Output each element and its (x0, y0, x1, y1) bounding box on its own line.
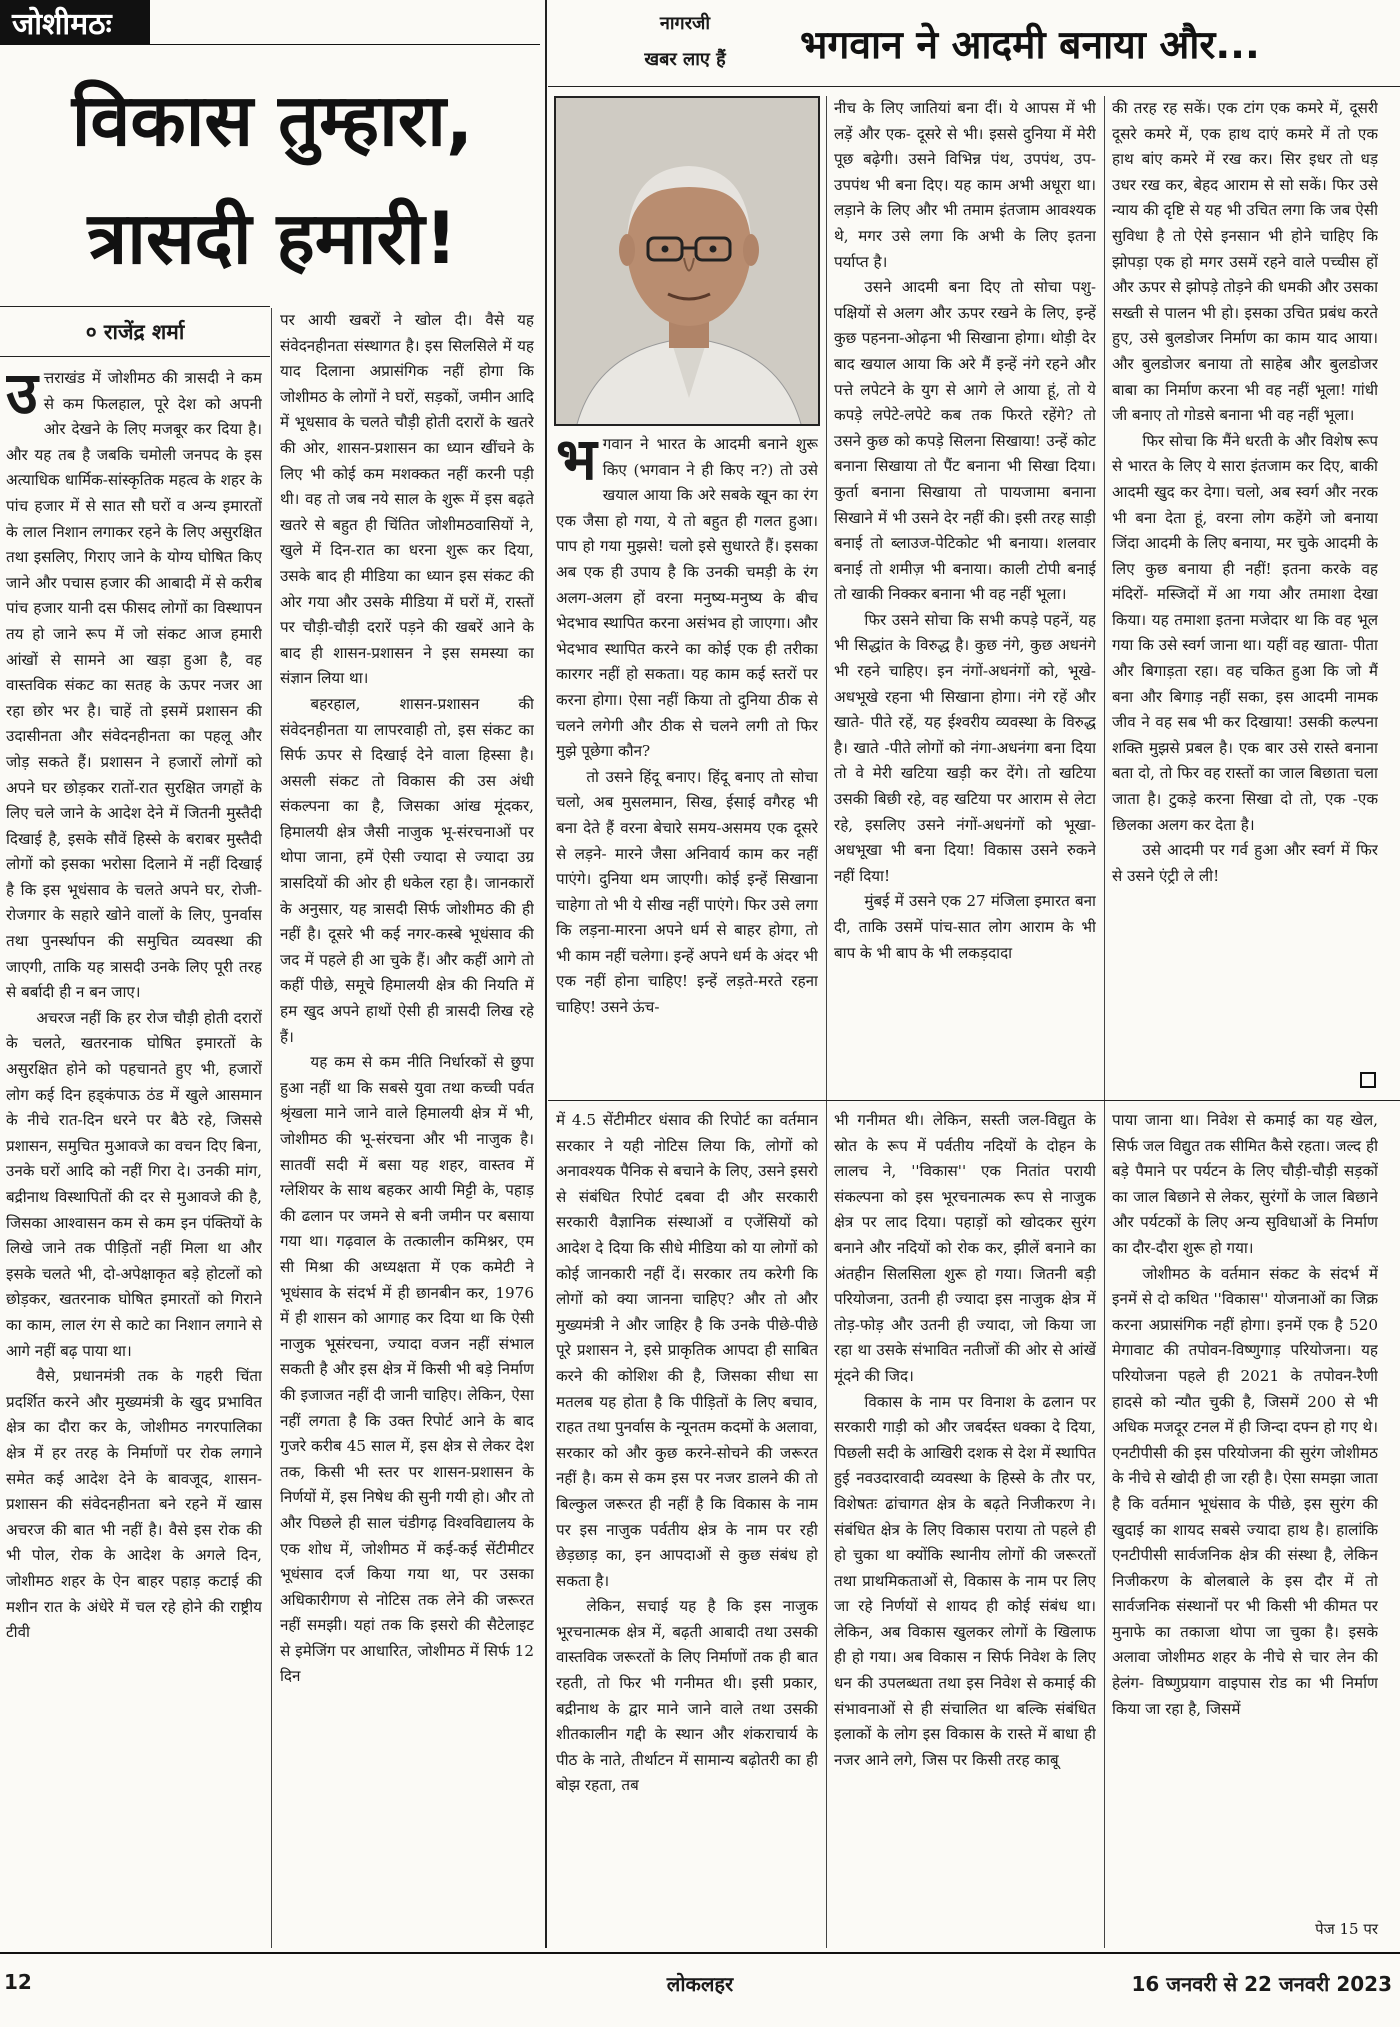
right-col3-bottom-para-2: जोशीमठ के वर्तमान संकट के संदर्भ में इनमें से दो कथित ''विकास'' योजनाओं का जिक्र करना अप्रासंगिक नहीं होगा। इनमें एक है 520 मेगावाट की तपोवन-विष्णुगाड़ परियोजना। यह परियोजना पहले ही 2021 के तपोवन-रैणी हादसे को न्यौत चुकी है, जिसमें 200 से भी अधिक मजदूर टनल में ही जिन्दा दफ्न हो गए थे। एनटीपीसी की इस परियोजना की सुरंग जोशीमठ के नीचे से खोदी ही जा रही है। ऐसा समझा जाता है कि वर्तमान भूधंसाव के पीछे, इस सुरंग की खुदाई का शायद सबसे ज्यादा हाथ है। हालांकि एनटीपीसी सार्वजनिक क्षेत्र की संस्था है, लेकिन निजीकरण के बोलबाले के इस दौर में तो सार्वजनिक संस्थानों पर भी किसी भी कीमत पर मुनाफे का तकाजा थोपा जा चुका है। इसके अलावा जोशीमठ शहर के नीचे से चार लेन की हेलंग- विष्णुप्रयाग वाइपास रोड का भी निर्माण किया जा रहा है, जिसमें (1112, 1264, 1378, 1718)
right-kicker-line1: नागरजी (659, 13, 711, 34)
article-divider (545, 0, 547, 1948)
right-divider-2 (1104, 96, 1105, 1948)
left-col1-para-3: वैसे, प्रधानमंत्री तक के गहरी चिंता प्रदर्शित करने और मुख्यमंत्री के खुद प्रभावित क्षेत्र का दौरा कर के, जोशीमठ नगरपालिका क्षेत्र में हर तरह के निर्माणों पर रोक लगाने समेत कई आदेश देने के बावजूद, शासन-प्रशासन की संवेदनहीनता बने रहने में खास अचरज की बात भी नहीं है। वैसे इस रोक की भी पोल, रोक के आदेश के अगले दिन, जोशीमठ शहर के ऐन बाहर पहाड़ कटाई की मशीन रात के अंधेरे में चल रहे होने की राष्ट्रीय टीवी (6, 1367, 262, 1642)
right-headline: भगवान ने आदमी बनाया और... (800, 23, 1260, 68)
continued-note: पेज 15 पर (1315, 1920, 1378, 1938)
left-col1-para-2: अचरज नहीं कि हर रोज चौड़ी होती दरारों के चलते, खतरनाक घोषित इमारतों के असुरक्षित होने को पहचानते हुए भी, हजारों लोग कई दिन हड्कंपाऊ ठंड में खुले आसमान के नीचे रात-दिन धरने पर बैठे रहे, जिससे प्रशासन, समुचित मुआवजे का वचन दिए बिना, उनके घरों आदि को नहीं गिरा दे। उनकी मांग, बद्रीनाथ विस्थापितों की दर से मुआवजे की है, जिसका आश्वासन कम से कम इन पंक्तियों के लिखे जाने तक पीड़ितों नहीं मिला था और इसके चलते भी, दो-अपेक्षाकृत बड़े होटलों को छोड़कर, खतरनाक घोषित इमारतों को गिराने का काम, लाल रंग से काटे का निशान लगाने से आगे नहीं बढ़ पाया था। (6, 1008, 262, 1360)
right-header-rule (548, 86, 1400, 87)
story-end-mark (1360, 1072, 1376, 1088)
left-byline: ० राजेंद्र शर्मा (85, 320, 185, 344)
author-portrait-icon (556, 98, 820, 426)
right-col2-bottom-para-2: विकास के नाम पर विनाश के ढलान पर सरकारी गाड़ी को और जबर्दस्त धक्का दे दिया, पिछली सदी के आखिरी दशक से देश में स्थापित हुई नवउदारवादी व्यवस्था के हिस्से के तौर पर, विशेषतः ढांचागत क्षेत्र के बढ़ते निजीकरण ने। संबंधित क्षेत्र के लिए विकास पराया तो पहले ही हो चुका था क्योंकि स्थानीय लोगों की जरूरतों तथा प्राथमिकताओं से, विकास के नाम पर लिए जा रहे निर्णयों से शायद ही कोई संबंध था। लेकिन, अब विकास खुलकर लोगों के खिलाफ ही हो गया। अब विकास न सिर्फ निवेश के लिए धन की उपलब्धता तथा इस निवेश से कमाई की संभावनाओं से ही संचालित था बल्कि संबंधित इलाकों के लोग इस विकास के रास्ते में बाधा ही नजर आने लगे, जिस पर किसी तरह काबू (834, 1392, 1096, 1769)
left-col1-para-1: त्तराखंड में जोशीमठ की त्रासदी ने कम से कम फिलहाल, पूरे देश को अपनी ओर देखने के लिए मजबूर कर दिया है। और यह तब है जबकि चमोली जनपद के इस अत्याधिक धार्मिक-सांस्कृतिक महत्व के शहर के पांच हजार में से सात सौ घरों व अन्य इमारतों के लाल निशान लगाकर रहने के लिए असुरक्षित तथा इसलिए, गिराए जाने के योग्य घोषित किए जाने और पचास हजार की आबादी में से करीब पांच हजार यानी दस फीसद लोगों का विस्थापन तय हो जाने रूप में जो संकट आज हमारी आंखों से सामने आ खड़ा हुआ है, वह वास्तविक संकट का सतह के ऊपर नजर आ रहा छोर भर है। चाहें तो इसमें प्रशासन की उदासीनता और संवेदनहीनता का पहलू और जोड़ सकते हैं। प्रशासन ने हजारों लोगों को अपने घर छोड़कर रातों-रात सुरक्षित जगहों के लिए चले जाने के आदेश देने में जितनी मुस्तैदी दिखाई है, इसके सौवें हिस्से के बराबर मुस्तैदी लोगों को इसका भरोसा दिलाने में नहीं दिखाई है कि इस भूधंसाव के चलते अपने घर, रोजी-रोजगार के सहारे खोने वालों के लिए, पुनर्वास तथा पुनर्स्थापन की समुचित व्यवस्था की जाएगी, ताकि यह त्रासदी उनके लिए पूरी तरह से बर्बादी ही न बन जाए। (6, 369, 262, 1002)
left-col2-para-3: यह कम से कम नीति निर्धारकों से छुपा हुआ नहीं था कि सबसे युवा तथा कच्ची पर्वत श्रृंखला माने जाने वाले हिमालयी क्षेत्र में भी, जोशीमठ की भू-संरचना और भी नाजुक है। सातवीं सदी में बसा यह शहर, वास्तव में ग्लेशियर के साथ बहकर आयी मिट्टी के, पहाड़ की ढलान पर जमने से बनी जमीन पर बसाया गया था। गढ़वाल के तत्कालीन कमिश्नर, एम सी मिश्रा की अध्यक्षता में एक कमेटी ने भूधंसाव के संदर्भ में ही छानबीन कर, 1976 में ही शासन को आगाह कर दिया था कि ऐसी नाजुक भूसंरचना, ज्यादा वजन नहीं संभाल सकती है और इस क्षेत्र में किसी भी बड़े निर्माण की इजाजत नहीं दी जानी चाहिए। लेकिन, ऐसा नहीं लगता है कि उक्त रिपोर्ट आने के बाद गुजरे करीब 45 साल में, इस क्षेत्र से लेकर देश तक, किसी भी स्तर पर शासन-प्रशासन के निर्णयों में, इस निषेध की सुनी गयी हो। और तो और पिछले ही साल चंडीगढ़ विश्वविद्यालय के एक शोध में, जोशीमठ में कई-कई सेंटीमीटर भूधंसाव दर्ज किया गया था, पर उसका अधिकारीगण से नोटिस तक लेने की जरूरत नहीं समझी। यहां तक कि इसरो की सैटेलाइट से इमेजिंग पर आधारित, जोशीमठ में सिर्फ 12 दिन (280, 1053, 534, 1686)
right-col3-top-para-1: की तरह रह सकें। एक टांग एक कमरे में, दूसरी दूसरे कमरे में, एक हाथ दाएं कमरे में तो एक हाथ बांए कमरे में रख कर। सिर इधर तो धड़ उधर रख कर, बेहद आराम से सो सकें। फिर उसे न्याय की दृष्टि से यह भी उचित लगा कि जब ऐसी सुविधा है तो ऐसे इनसान भी होने चाहिए कि झोपड़ा एक हो मगर उसमें रहने वाले पच्चीस हों और ऊपर से झोपड़े तोड़ने की धमकी और उसका सख्ती से पालन भी हो। इसका उचित प्रबंध करते हुए, उसे बुलडोजर निर्माण का काम याद आया। और बुलडोजर बनाया तो साहेब और बुलडोजर बाबा का निर्माण करना भी वह नहीं भूला! गांधी जी बनाए तो गोडसे बनाना भी वह नहीं भूला। (1112, 99, 1378, 425)
section-tag: जोशीमठः (0, 0, 150, 44)
left-col2-para-2: बहरहाल, शासन-प्रशासन की संवेदनहीनता या लापरवाही तो, इस संकट का सिर्फ ऊपर से दिखाई देने वाला हिस्सा है। असली संकट तो विकास की उस अंधी संकल्पना का है, जिसका आंख मूंदकर, हिमालयी क्षेत्र जैसी नाजुक भू-संरचनाओं पर थोपा जाना, हमें ऐसी ज्यादा से ज्यादा उग्र त्रासदियों की ओर ही धकेल रहा है। जानकारों के अनुसार, यह त्रासदी सिर्फ जोशीमठ की ही नहीं है। दूसरे भी कई नगर-कस्बे भूधंसाव की जद में पहले ही आ चुके हैं। और कहीं आगे तो कहीं पीछे, समूचे हिमालयी क्षेत्र की नियति में हम खुद अपने हाथों ऐसी ही त्रासदी लिख रहे हैं। (280, 694, 534, 1046)
left-dropcap: उ (6, 366, 38, 427)
footer-publication: लोकलहर (666, 1972, 734, 1996)
left-headline-line1: विकास तुम्हारा, (71, 78, 474, 162)
right-col3-bottom-para-1: पाया जाना था। निवेश से कमाई का यह खेल, सिर्फ जल विद्युत तक सीमित कैसे रहता। जल्द ही बड़े पैमाने पर पर्यटन के लिए चौड़ी-चौड़ी सड़कों का जाल बिछाने से लेकर, सुरंगों के जाल बिछाने और पर्यटकों के लिए अन्य सुविधाओं के निर्माण का दौर-दौरा शुरू हो गया। (1112, 1111, 1378, 1257)
right-column-2-top (834, 96, 1096, 1094)
left-column-1 (6, 366, 262, 1948)
byline-rule-bottom (0, 356, 270, 357)
right-col2-top-para-4: मुंबई में उसने एक 27 मंजिला इमारत बना दी, ताकि उसमें पांच-सात लोग आराम के भी बाप के भी बाप के भी लकड़दादा (834, 892, 1096, 962)
right-column-1-bottom (556, 1108, 818, 1950)
right-dropcap: भ (556, 432, 597, 493)
right-col2-bottom-para-1: भी गनीमत थी। लेकिन, सस्ती जल-विद्युत के स्रोत के रूप में पर्वतीय नदियों के दोहन के लालच ने, ''विकास'' एक नितांत परायी संकल्पना को इस भूरचनात्मक रूप से नाजुक क्षेत्र पर लाद दिया। पहाड़ों को खोदकर सुरंग बनाने और नदियों को रोक कर, झीलें बनाने का अंतहीन सिलसिला शुरू हो गया। जितनी बड़ी परियोजना, उतनी ही ज्यादा इस नाजुक क्षेत्र में तोड़-फोड़ और उतनी ही ज्यादा, जो किया जा रहा था उसके संभावित नतीजों की ओर से आंखें मूंदने की जिद। (834, 1111, 1096, 1385)
right-col3-top-para-3: उसे आदमी पर गर्व हुआ और स्वर्ग में फिर से उसने एंट्री ले ली! (1112, 841, 1378, 885)
left-column-divider (271, 308, 272, 1948)
footer-rule (0, 1952, 1400, 1954)
left-column-2 (280, 308, 534, 1948)
right-col1-bottom-para-2: लेकिन, सचाई यह है कि इस नाजुक भूरचनात्मक क्षेत्र में, बढ़ती आबादी तथा उसकी वास्तविक जरूरतों के लिए निर्माणों तक ही बात रहती, तो फिर भी गनीमत थी। इसी प्रकार, बद्रीनाथ के द्वार माने जाने वाले तथा उसकी शीतकालीन गद्दी के स्थान और शंकराचार्य के पीठ के नाते, तीर्थाटन में सामान्य बढ़ोतरी का ही बोझ रहता, तब (556, 1597, 818, 1795)
section-tag-rule (0, 44, 540, 45)
right-col2-top-para-2: उसने आदमी बना दिए तो सोचा पशु-पक्षियों से अलग और ऊपर रखने के लिए, इन्हें कुछ पहनना-ओढ़ना भी सिखाना होगा। थोड़ी देर बाद खयाल आया कि अरे मैं इन्हें नंगे रहने और पत्ते लपेटने के युग से आगे ले आया हूं, तो ये कपड़े लपेटे-लपेटे कब तक फिरते रहेंगे? तो उसने कुछ को कपड़े सिलना सिखाया! उन्हें कोट बनाना सिखाया तो पैंट बनाना भी सिखा दिया। कुर्ता बनाना सिखाया तो पायजामा बनाना सिखाने में भी उसने देर नहीं की। इसी तरह साड़ी बनाई तो ब्लाउज-पेटिकोट भी बनाया। शलवार बनाई तो शमीज़ भी बनाया। काली टोपी बनाई तो खाकी निक्कर बनाना भी वह नहीं भूला। (834, 278, 1096, 604)
right-column-3-top (1112, 96, 1378, 1062)
right-col1-top-para-1: गवान ने भारत के आदमी बनाने शुरू किए (भगवान ने ही किए न?) तो उसे खयाल आया कि अरे सबके खून का रंग एक जैसा हो गया, ये तो बहुत ही गलत हुआ। पाप हो गया मुझसे! चलो इसे सुधारते हैं। इसका अब एक ही उपाय है कि उनकी चमड़ी के रंग अलग-अलग हों वरना मनुष्य-मनुष्य के बीच भेदभाव स्थापित करना असंभव हो जाएगा। और भेदभाव स्थापित करने का कोई एक ही तरीका कारगर नहीं हो सकता। यह काम कई स्तरों पर करना होगा। ऐसा नहीं किया तो दुनिया ठीक से चलने लगेगी और ठीक से चलने लगी तो फिर मुझे पूछेगा कौन? (556, 435, 818, 761)
right-col1-top-para-2: तो उसने हिंदू बनाए। हिंदू बनाए तो सोचा चलो, अब मुसलमान, सिख, ईसाई वगैरह भी बना देते हैं वरना बेचारे समय-असमय एक दूसरे से लड़ने- मारने जैसा अनिवार्य काम कर नहीं पाएंगे। दुनिया थम जाएगी। कोई इन्हें सिखाना चाहेगा तो भी ये सीख नहीं पाएंगे। फिर उसे लगा कि लड़ना-मारना अपने धर्म से बाहर होगा, तो भी काम नहीं चलेगा। इन्हें अपने धर्म के अंदर भी एक नहीं होना चाहिए! इन्हें लड़ते-मरते रहना चाहिए! उसने ऊंच- (556, 767, 818, 1017)
right-column-3-bottom (1112, 1108, 1378, 1914)
right-column-1-top (556, 432, 818, 1094)
right-col1-bottom-para-1: में 4.5 सेंटीमीटर धंसाव की रिपोर्ट का वर्तमान सरकार ने यही नोटिस लिया कि, लोगों को अनावश्यक पैनिक से बचाने के लिए, उसने इसरो से संबंधित रिपोर्ट दबवा दी और सरकारी सरकारी वैज्ञानिक संस्थाओं व एजेंसियों को आदेश दे दिया कि सीधे मीडिया को या लोगों को कोई जानकारी नहीं दें। सरकार तय करेगी कि लोगों को क्या जानना चाहिए? और तो और मुख्यमंत्री ने और जाहिर है कि उनके पीछे-पीछे पूरे प्रशासन ने, इसे प्राकृतिक आपदा ही साबित करने की कोशिश की है, जिसका सीधा सा मतलब यह होता है कि पीड़ितों के लिए बचाव, राहत तथा पुनर्वास के न्यूनतम कदमों के अलावा, सरकार को और कुछ करने-सोचने की जरूरत नहीं है। कम से कम इस पर नजर डालने की तो बिल्कुल जरूरत ही नहीं है कि विकास के नाम पर इस नाजुक पर्वतीय क्षेत्र के नाम पर रही छेड़छाड़ का, इन आपदाओं से कुछ संबंध हो सकता है। (556, 1111, 818, 1590)
right-col3-top-para-2: फिर सोचा कि मैंने धरती के और विशेष रूप से भारत के लिए ये सारा इंतजाम कर दिए, बाकी आदमी खुद कर देगा। चलो, अब स्वर्ग और नरक भी बना देता हूं, वरना लोग कहेंगे जो बनाया जिंदा आदमी के लिए बनाया, मर चुके आदमी के लिए कुछ बनाया ही नहीं! इतना करके वह मंदिरों- मस्जिदों में आ गया और तमाशा देखा किया। यह तमाशा इतना मजेदार था कि वह भूल गया कि उसे स्वर्ग जाना था। यहीं वह खाता- पीता और बिगाड़ता रहा। वह चकित हुआ कि जो मैं बना और बिगाड़ नहीं सका, इस आदमी नामक जीव ने वह सब भी कर दिखाया! उसकी कल्पना शक्ति मुझसे प्रबल है। एक बार उसे रास्ते बनाना बता दो, तो फिर वह रास्तों का जाल बिछाता चला जाता है। टुकड़े करना सिखा दो तो, एक -एक छिलका अलग कर देता है। (1112, 431, 1378, 834)
left-headline-line2: त्रासदी हमारी! (87, 196, 458, 280)
right-col2-top-para-1: नीच के लिए जातियां बना दीं। ये आपस में भी लड़ें और एक- दूसरे से भी। इससे दुनिया में मेरी पूछ बढ़ेगी। उसने विभिन्न पंथ, उपपंथ, उप-उपपंथ भी बना दिए। यह काम अभी अधूरा था। लड़ाने के लिए और भी तमाम इंतजाम आवश्यक थे, मगर उसे लगा कि अभी के लिए इतना पर्याप्त है। (834, 99, 1096, 271)
byline-rule-top (0, 306, 270, 307)
right-kicker-line2: खबर लाए हैं (644, 49, 726, 70)
footer-page-number: 12 (4, 1970, 32, 1994)
author-photo (554, 96, 820, 426)
right-col2-top-para-3: फिर उसने सोचा कि सभी कपड़े पहनें, यह भी सिद्धांत के विरुद्ध है। कुछ नंगे, कुछ अधनंगे भी रहने चाहिए। इन नंगों-अधनंगों को, भूखे-अधभूखे रहना भी सिखाना होगा। नंगे रहें और खाते- पीते रहें, यह ईश्वरीय व्यवस्था के विरुद्ध है। खाते -पीते लोगों को नंगा-अधनंगा बना दिया तो वे मेरी खटिया खड़ी कर देंगे। तो खटिया उसकी बिछी रहे, वह खटिया पर आराम से लेटा रहे, इसलिए उसने नंगों-अधनंगों को भूखा-अधभूखा भी बना दिया! विकास उसने रुकने नहीं दिया! (834, 610, 1096, 885)
right-bottom-split-rule (548, 1100, 1400, 1101)
right-column-2-bottom (834, 1108, 1096, 1950)
left-col2-para-1: पर आयी खबरों ने खोल दी। वैसे यह संवेदनहीनता संस्थागत है। इस सिलसिले में यह याद दिलाना अप्रासंगिक नहीं होगा कि जोशीमठ के लोगों ने घरों, सड़कों, जमीन आदि में भूधसाव के चलते चौड़ी होती दरारों के खतरे की ओर, शासन-प्रशासन का ध्यान खींचने के लिए भी कोई कम मशक्कत नहीं करनी पड़ी थी। वह तो जब नये साल के शुरू में इस बढ़ते खतरे से बहुत ही चिंतित जोशीमठवासियों ने, खुले में दिन-रात का धरना शुरू कर दिया, उसके बाद ही मीडिया का ध्यान इस संकट की ओर गया और उसके मीडिया में घरों में, रास्तों पर चौड़ी-चौड़ी दरारें पड़ने की खबरें आने के बाद ही शासन-प्रशासन ने इस समस्या का संज्ञान लिया था। (280, 311, 534, 688)
footer-date: 16 जनवरी से 22 जनवरी 2023 (1131, 1972, 1392, 1996)
right-divider-1 (826, 96, 827, 1948)
